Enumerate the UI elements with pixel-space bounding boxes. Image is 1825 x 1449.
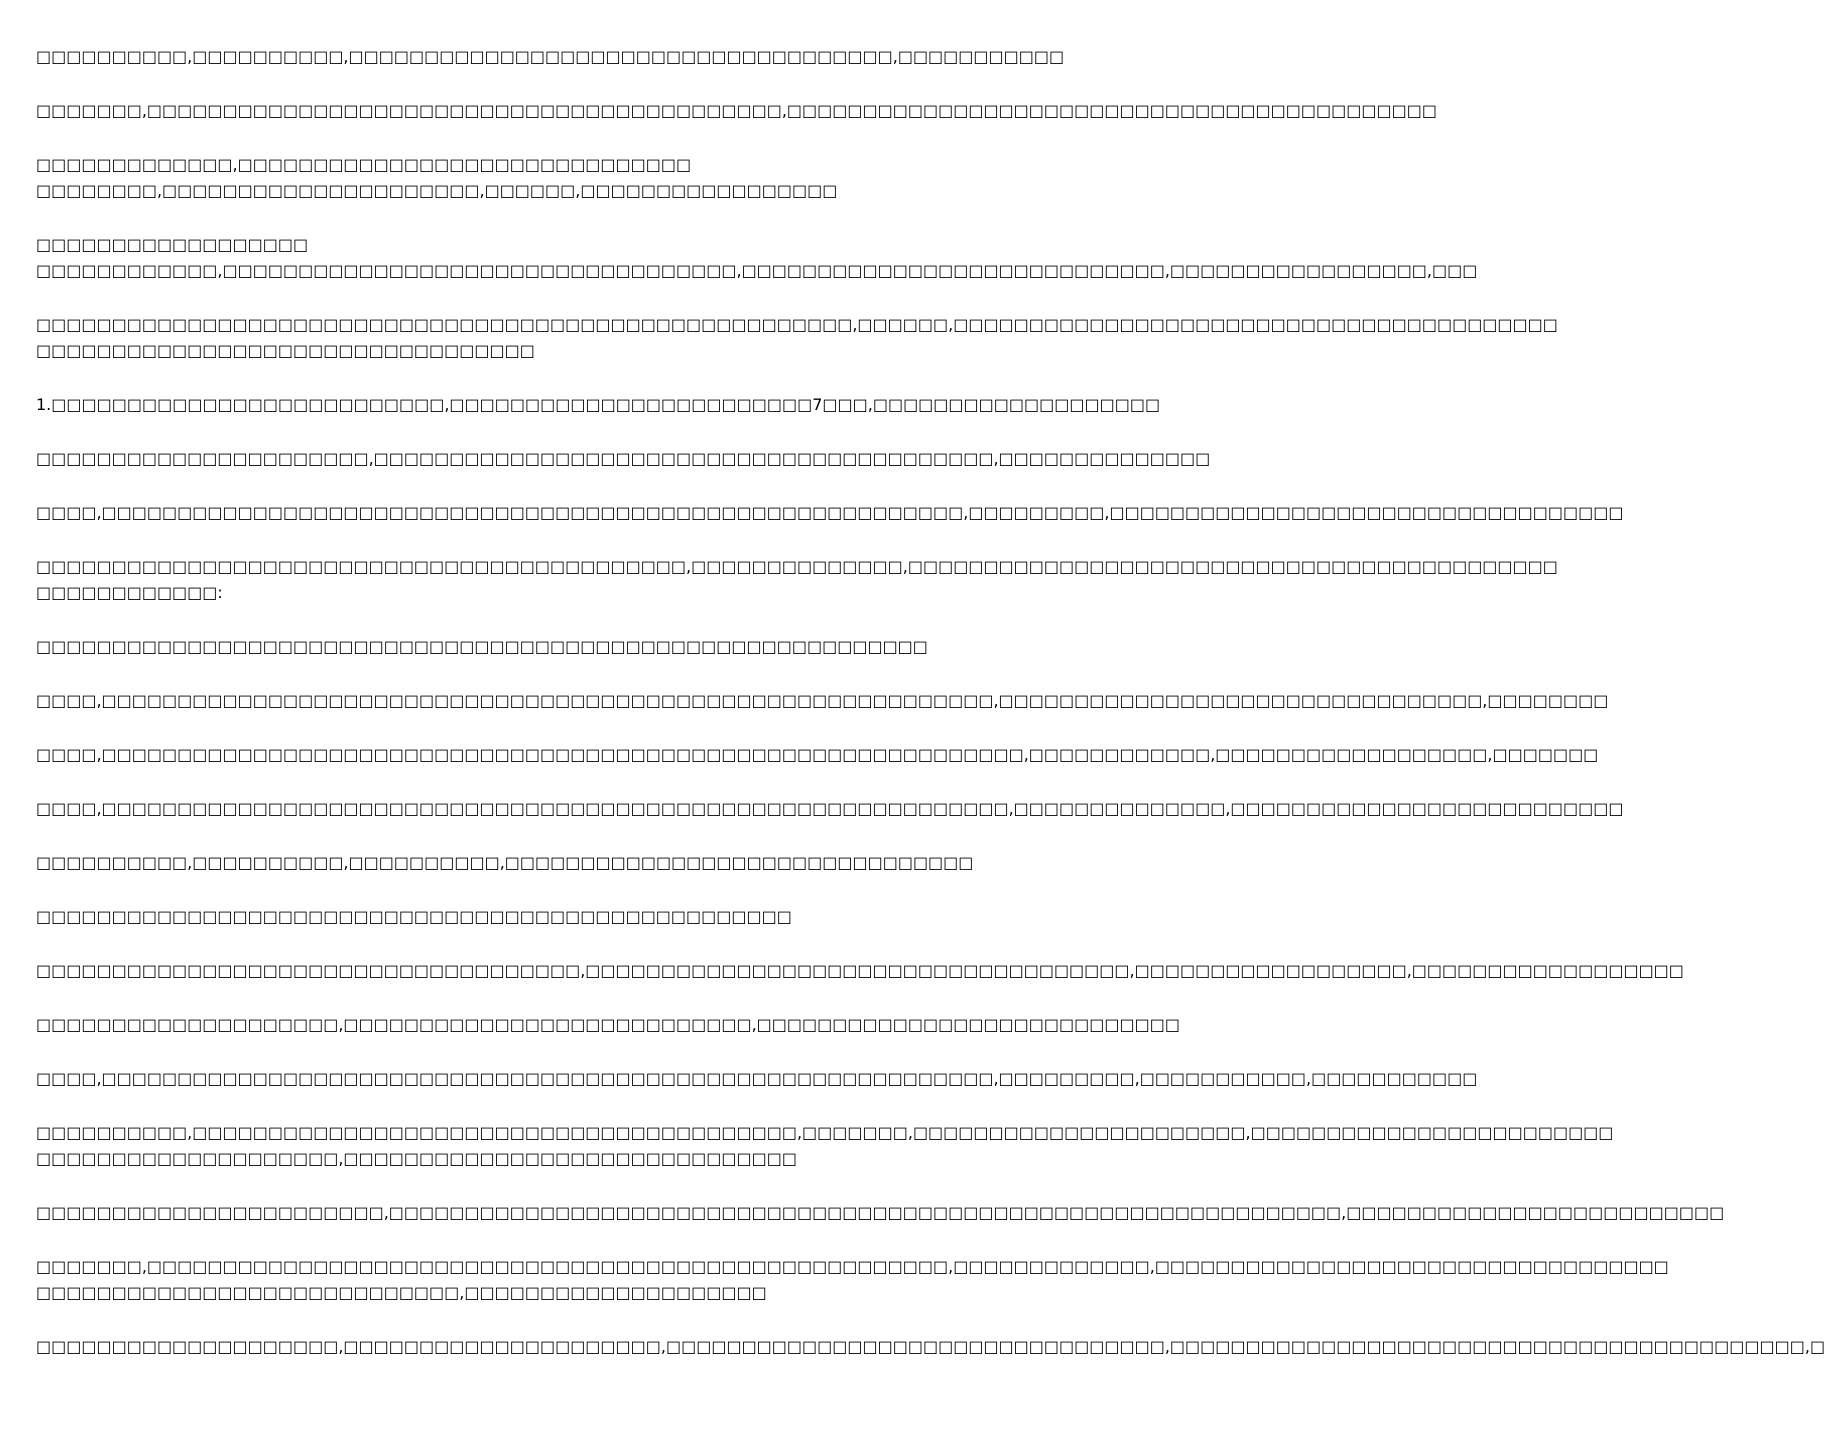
document-body [36,44,1825,1388]
text-line: □□□□,□□□□□□□□□□□□□□□□□□□□□□□□□□□□□□□□□□□□□□□□□□□□□□□□□□□□□□□□□□□□,□□□□□□□□□□□□□□,□□□□□□□□□□□□□□□□□□□□□□□□□□ [36,799,1624,818]
paragraph [36,152,990,204]
text-line: □□□□□□□□□□□□□□□□□□□□□□□□□□□□□□□□□□□□□□□□□□□□□□□□□□□□□□□□□□□ [36,637,928,656]
text-line: □□□□□□□□□□□□□□□□□□ [36,235,309,254]
paragraph [36,958,1684,984]
text-line: □□□□□□□□□□□□□□□□□□□□□□□□□□□□□□□□□□□□,□□□□□□□□□□□□□□□□□□□□□□□□□□□□□□□□□□□□,□□□□□□□□□□□□□□□□□□,□□□□□□□□□□□□□□□□□□ [36,961,1684,980]
paragraph [36,1120,1614,1172]
text-line: □□□□□□□,□□□□□□□□□□□□□□□□□□□□□□□□□□□□□□□□□□□□□□□□□□□□□□□□□□□□□,□□□□□□□□□□□□□,□□□□□□□□□□□□□□□□□□□□□□□□□□□□□□□□□□ [36,1257,1669,1276]
paragraph [36,1254,1669,1306]
text-line: □□□□□□□,□□□□□□□□□□□□□□□□□□□□□□□□□□□□□□□□□□□□□□□□□□,□□□□□□□□□□□□□□□□□□□□□□□□□□□□□□□□□□□□□□□□□□□ [36,101,1437,120]
text-line: □□□□□□□□□□□□□□□□□□□□□□□□□□□□□□□□□□□□□□□□□□□□□□□□□□ [36,907,792,926]
text-line: □□□□,□□□□□□□□□□□□□□□□□□□□□□□□□□□□□□□□□□□□□□□□□□□□□□□□□□□□□□□□□□□,□□□□□□□□□,□□□□□□□□□□□,□□□□□□□□□□□ [36,1069,1478,1088]
text-line: 1.□□□□□□□□□□□□□□□□□□□□□□□□□□,□□□□□□□□□□□□□□□□□□□□□□□□7□□□,□□□□□□□□□□□□□□□□□□□ [36,395,1161,414]
paragraph [36,1066,1478,1092]
paragraph [36,1334,1825,1360]
text-line: □□□□□□□□□□□□□□□□□□□□□□□□□□□□□□□□□□□□□□□□□□□□□□□□□□□□□□,□□□□□□,□□□□□□□□□□□□□□□□□□□□□□□□□□□□□□□□□□□□□□□□ [36,315,1558,334]
paragraph [36,500,1624,526]
text-line: □□□□□□□□□□□□□□□□□□□□,□□□□□□□□□□□□□□□□□□□□□□□□□□□,□□□□□□□□□□□□□□□□□□□□□□□□□□□□ [36,1015,1180,1034]
text-line: □□□□□□□□□□□□□□□□□□□□□□□□□□□□□□□□□□□□□□□□□□□,□□□□□□□□□□□□□□,□□□□□□□□□□□□□□□□□□□□□□□□□□□□□□□□□□□□□□□□□□□ [36,557,1558,576]
paragraph [36,554,1558,606]
text-line: □□□□□□□□□□□□,□□□□□□□□□□□□□□□□□□□□□□□□□□□□□□□□□□,□□□□□□□□□□□□□□□□□□□□□□□□□□□□,□□□□□□□□□□□□□□□□□,□□□ [36,261,1478,280]
text-line: □□□□□□□□□□,□□□□□□□□□□□□□□□□□□□□□□□□□□□□□□□□□□□□□□□□,□□□□□□□,□□□□□□□□□□□□□□□□□□□□□□,□□□□□□□□□□□□□□□□□□□□□□□□ [36,1123,1614,1142]
paragraph [36,742,1599,768]
paragraph [36,98,1437,124]
paragraph [36,312,1558,364]
text-line: □□□□□□□□□□□□□□□□□□□□,□□□□□□□□□□□□□□□□□□□□□□□□□□□□□□ [36,1149,797,1168]
text-line: □□□□□□□□,□□□□□□□□□□□□□□□□□□□□□,□□□□□□,□□□□□□□□□□□□□□□□□ [36,181,838,200]
paragraph [36,392,1161,418]
text-line: □□□□□□□□□□□□□□□□□□□□□□□□□□□□,□□□□□□□□□□□□□□□□□□□□ [36,1283,767,1302]
text-line: □□□□□□□□□□□□□□□□□□□□□□,□□□□□□□□□□□□□□□□□□□□□□□□□□□□□□□□□□□□□□□□□,□□□□□□□□□□□□□□ [36,449,1211,468]
text-line: □□□□□□□□□□,□□□□□□□□□□,□□□□□□□□□□,□□□□□□□□□□□□□□□□□□□□□□□□□□□□□□□ [36,853,974,872]
paragraph [36,796,1624,822]
paragraph [36,904,990,930]
text-line: □□□□□□□□□□□□□□□□□□□□□□□,□□□□□□□□□□□□□□□□□□□□□□□□□□□□□□□□□□□□□□□□□□□□□□□□□□□□□□□□□□□□□□□,□□□□□□□□□□□□□□□□□□□□□□□□□ [36,1203,1725,1222]
paragraph [36,1012,1180,1038]
text-line: □□□□□□□□□□□□: [36,583,223,602]
paragraph [36,44,1065,70]
text-line: □□□□□□□□□□□□□□□□□□□□□□□□□□□□□□□□□ [36,341,535,360]
paragraph [36,232,1478,284]
text-line: □□□□,□□□□□□□□□□□□□□□□□□□□□□□□□□□□□□□□□□□□□□□□□□□□□□□□□□□□□□□□□□□,□□□□□□□□□□□□□□□□□□□□□□□□□□□□□□□□,□□□□□□□□ [36,691,1609,710]
text-line: □□□□□□□□□□,□□□□□□□□□□,□□□□□□□□□□□□□□□□□□□□□□□□□□□□□□□□□□□□,□□□□□□□□□□□ [36,47,1065,66]
paragraph [36,850,990,876]
text-line: □□□□□□□□□□□□□,□□□□□□□□□□□□□□□□□□□□□□□□□□□□□□ [36,155,692,174]
text-line: □□□□,□□□□□□□□□□□□□□□□□□□□□□□□□□□□□□□□□□□□□□□□□□□□□□□□□□□□□□□□□,□□□□□□□□□,□□□□□□□□□□□□□□□□□□□□□□□□□□□□□□□□□□ [36,503,1624,522]
paragraph [36,446,1211,472]
text-line: □□□□,□□□□□□□□□□□□□□□□□□□□□□□□□□□□□□□□□□□□□□□□□□□□□□□□□□□□□□□□□□□□□,□□□□□□□□□□□□,□□□□□□□□□□□□□□□□□□,□□□□□□□ [36,745,1599,764]
text-line: □□□□□□□□□□□□□□□□□□□□,□□□□□□□□□□□□□□□□□□□□□,□□□□□□□□□□□□□□□□□□□□□□□□□□□□□□□□□,□□□□□□□□□□□□□□□□□□□□□□□□□□□□□□□□□□□□□□□□□□,□ [36,1337,1825,1356]
paragraph [36,634,990,660]
paragraph [36,1200,1725,1226]
paragraph [36,688,1609,714]
